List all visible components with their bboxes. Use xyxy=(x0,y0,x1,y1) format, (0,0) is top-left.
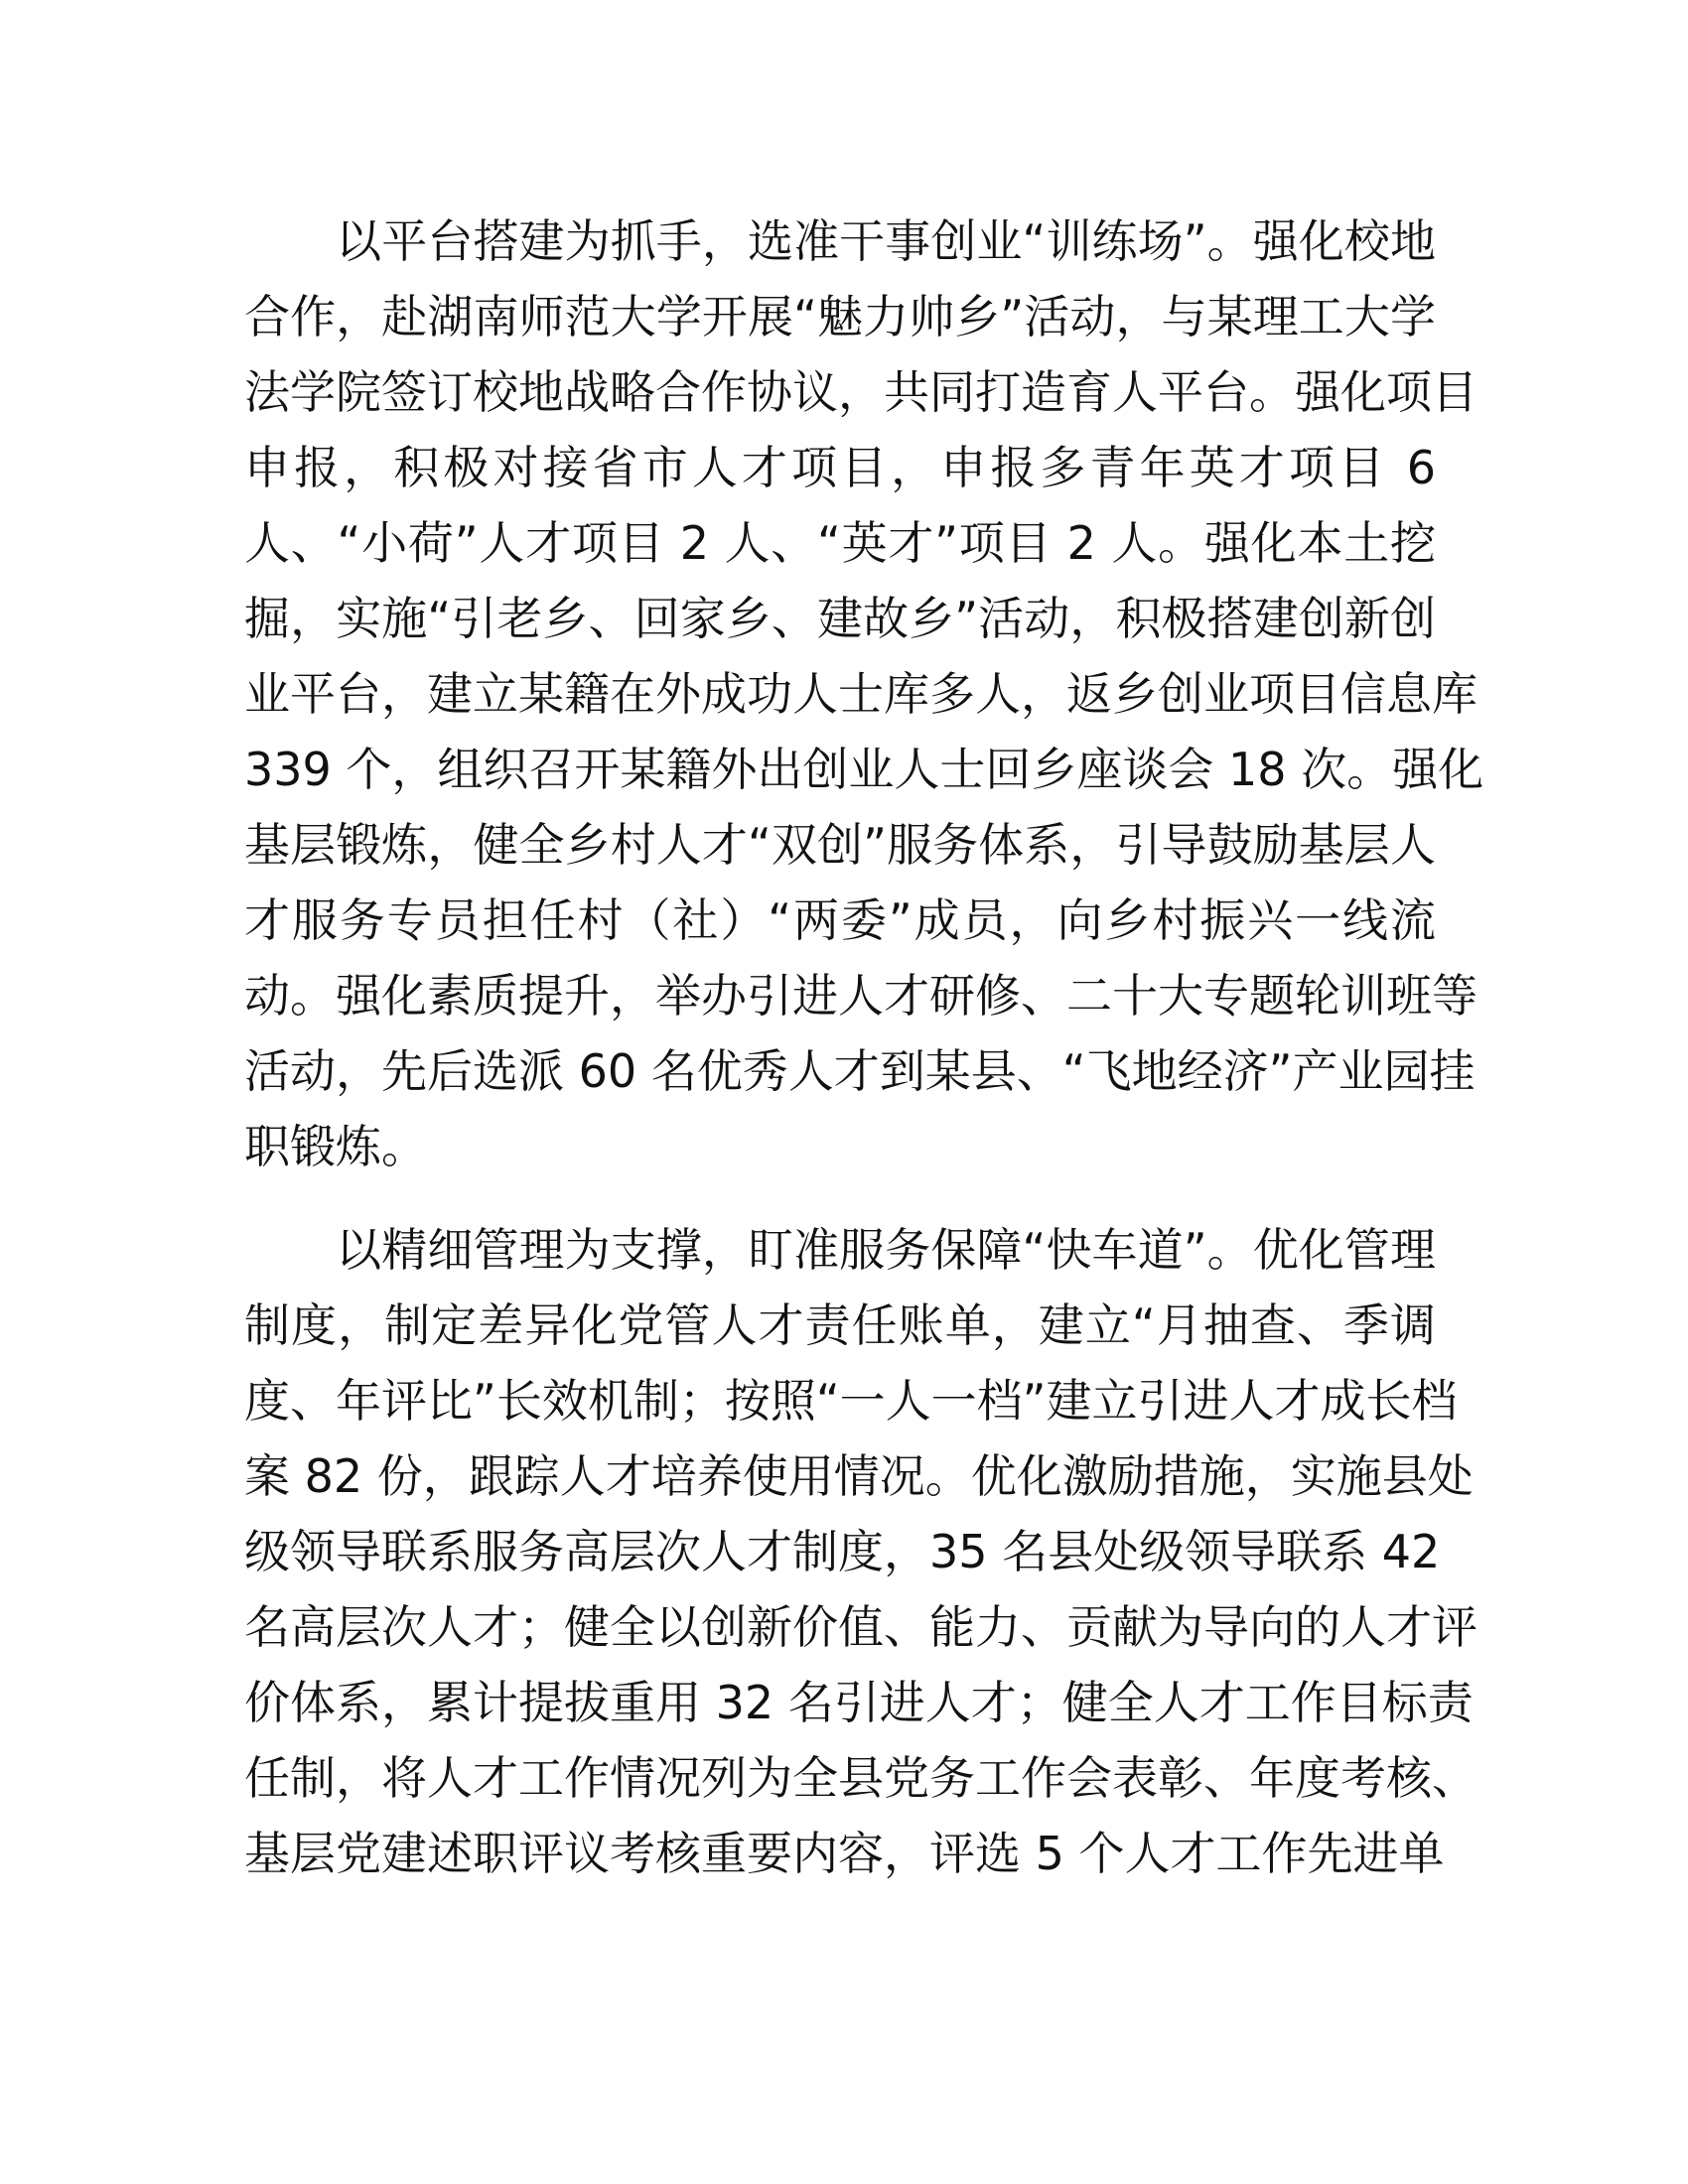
text-line: 制度，制定差异化党管人才责任账单，建立“月抽查、季调 xyxy=(244,1298,1436,1352)
text-line: 以平台搭建为抓手，选准干事创业“训练场”。强化校地 xyxy=(244,214,1436,268)
text-line: 职锻炼。 xyxy=(244,1120,427,1173)
text-line: 以精细管理为支撑，盯准服务保障“快车道”。优化管理 xyxy=(244,1223,1436,1277)
text-line: 基层党建述职评议考核重要内容，评选 5 个人才工作先进单 xyxy=(244,1827,1445,1880)
text-line: 动。强化素质提升，举办引进人才研修、二十大专题轮训班等 xyxy=(244,969,1477,1023)
text-line: 合作，赴湖南师范大学开展“魅力帅乡”活动，与某理工大学 xyxy=(244,290,1436,343)
text-line: 339 个，组织召开某籍外出创业人士回乡座谈会 18 次。强化 xyxy=(244,743,1484,796)
text-line: 任制，将人才工作情况列为全县党务工作会表彰、年度考核、 xyxy=(244,1751,1477,1805)
text-line: 法学院签订校地战略合作协议，共同打造育人平台。强化项目 xyxy=(244,365,1477,419)
text-line: 价体系，累计提拔重用 32 名引进人才；健全人才工作目标责 xyxy=(244,1676,1474,1729)
text-line: 申报，积极对接省市人才项目，申报多青年英才项目 6 xyxy=(244,441,1436,494)
paragraph-spacing xyxy=(244,1184,1436,1212)
paragraph-1 xyxy=(244,204,1484,1184)
text-line: 基层锻炼，健全乡村人才“双创”服务体系，引导鼓励基层人 xyxy=(244,818,1436,872)
text-line: 才服务专员担任村（社）“两委”成员，向乡村振兴一线流 xyxy=(244,893,1436,947)
text-line: 度、年评比”长效机制；按照“一人一档”建立引进人才成长档 xyxy=(244,1374,1458,1428)
paragraph-2 xyxy=(244,1212,1477,1891)
text-line: 活动，先后选派 60 名优秀人才到某县、“飞地经济”产业园挂 xyxy=(244,1044,1476,1098)
text-line: 人、“小荷”人才项目 2 人、“英才”项目 2 人。强化本土挖 xyxy=(244,516,1436,570)
text-line: 掘，实施“引老乡、回家乡、建故乡”活动，积极搭建创新创 xyxy=(244,592,1436,645)
text-line: 名高层次人才；健全以创新价值、能力、贡献为导向的人才评 xyxy=(244,1600,1477,1654)
text-line: 级领导联系服务高层次人才制度，35 名县处级领导联系 42 xyxy=(244,1525,1441,1578)
text-line: 业平台，建立某籍在外成功人士库多人，返乡创业项目信息库 xyxy=(244,667,1477,721)
document-body xyxy=(244,204,1484,1891)
text-line: 案 82 份，跟踪人才培养使用情况。优化激励措施，实施县处 xyxy=(244,1449,1474,1503)
